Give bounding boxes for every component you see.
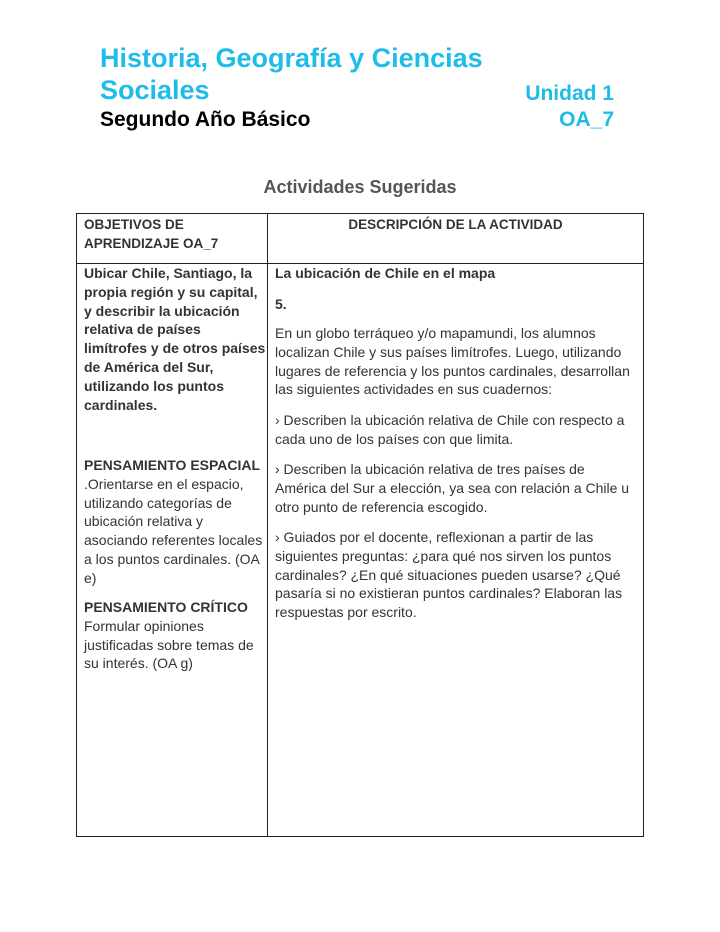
subject-title-line2: Sociales [100,75,210,105]
activity-number: 5. [275,296,287,312]
activity-bullet: › Describen la ubicación relativa de tres países de América del Sur a elección, ya sea con relación a Chile u otro punto de referencia escogido. [275,461,630,515]
activity-intro: En un globo terráqueo y/o mapamundi, los alumnos localizan Chile y sus países limítrofes. Luego, utilizando lugares de referencia y los puntos cardinales, desarrollan las siguientes actividades en sus cuadernos: [275,325,630,398]
skill1-title: PENSAMIENTO ESPACIAL [84,457,261,473]
col2-header: DESCRIPCIÓN DE LA ACTIVIDAD [348,217,563,232]
oa-label: OA_7 [559,108,614,131]
grade-subtitle: Segundo Año Básico [100,108,311,131]
skill1-text: .Orientarse en el espacio, utilizando categorías de ubicación relativa y asociando referentes locales a los puntos cardinales. (OA e) [84,475,263,586]
objective-text: Ubicar Chile, Santiago, la propia región y su capital, y describir la ubicación relativa de países limítrofes y de otros países de América del Sur, utilizando los puntos cardinales. [84,265,266,413]
activity-bullet: › Describen la ubicación relativa de Chile con respecto a cada uno de los países con que limita. [275,412,625,447]
col1-header: OBJETIVOS DE APRENDIZAJE OA_7 [84,217,219,251]
skill2-text: Formular opiniones justificadas sobre temas de su interés. (OA g) [84,617,254,672]
activity-title: La ubicación de Chile en el mapa [275,265,496,281]
column-divider [267,214,268,836]
activity-bullet: › Guiados por el docente, reflexionan a partir de las siguientes preguntas: ¿para qué nos sirven los puntos cardinales? ¿En qué situaciones pueden usarse? ¿Qué pasaría si no existieran puntos cardinales? Elaboran las respuestas por escrito. [275,529,623,621]
section-title: Actividades Sugeridas [263,177,457,197]
subject-title-line1: Historia, Geografía y Ciencias [100,43,483,73]
skill2-title: PENSAMIENTO CRÍTICO [84,599,248,615]
unit-label: Unidad 1 [525,82,614,105]
activities-table [76,213,644,837]
